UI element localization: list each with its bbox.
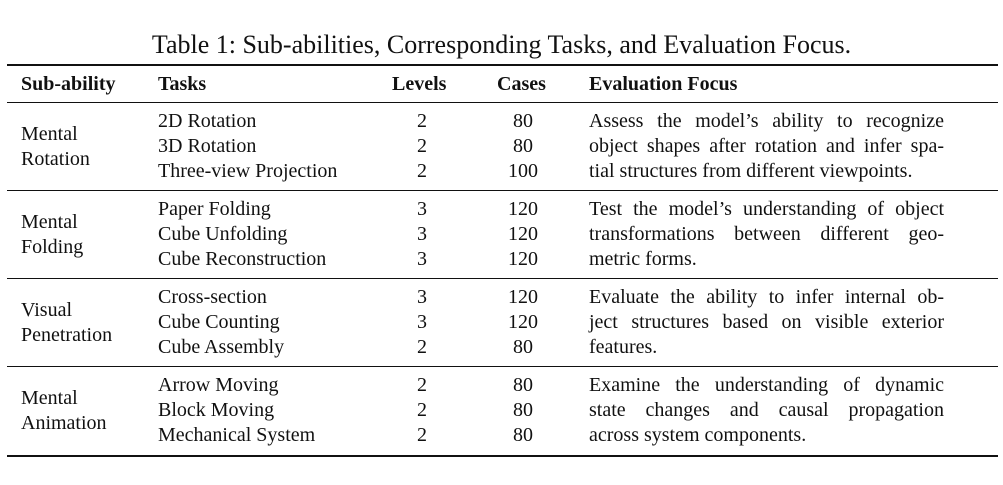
focus-line: Evaluate the ability to infer internal ob- bbox=[589, 286, 944, 308]
task-levels: 2 bbox=[417, 399, 427, 421]
table-caption: Table 1: Sub-abilities, Corresponding Tasks, and Evaluation Focus. bbox=[151, 30, 852, 59]
task-levels: 3 bbox=[417, 198, 427, 220]
task-cases: 120 bbox=[508, 198, 538, 220]
task-name: Mechanical System bbox=[158, 424, 316, 446]
group-rule bbox=[7, 278, 998, 279]
focus-line: Assess the model’s ability to recognize bbox=[589, 110, 944, 132]
evaluation-focus bbox=[589, 285, 944, 360]
focus-line: tial structures from different viewpoints. bbox=[589, 160, 913, 182]
task-levels: 3 bbox=[417, 311, 427, 333]
header-evaluation-focus: Evaluation Focus bbox=[589, 73, 738, 95]
task-name: Arrow Moving bbox=[158, 374, 279, 396]
task-cases: 120 bbox=[508, 286, 538, 308]
task-name: Three-view Projection bbox=[158, 160, 338, 182]
task-cases: 80 bbox=[513, 336, 533, 358]
group-rule bbox=[7, 190, 998, 191]
task-cases: 80 bbox=[513, 399, 533, 421]
task-levels: 2 bbox=[417, 160, 427, 182]
task-name: Paper Folding bbox=[158, 198, 271, 220]
focus-line: object shapes after rotation and infer spa- bbox=[589, 135, 944, 157]
focus-line: features. bbox=[589, 336, 658, 358]
sub-ability-line: Visual bbox=[21, 299, 73, 321]
header-levels: Levels bbox=[392, 73, 447, 95]
task-levels: 2 bbox=[417, 336, 427, 358]
task-levels: 2 bbox=[417, 110, 427, 132]
task-cases: 80 bbox=[513, 424, 533, 446]
task-cases: 120 bbox=[508, 223, 538, 245]
sub-ability-line: Mental bbox=[21, 123, 78, 145]
focus-line: transformations between different geo- bbox=[589, 223, 944, 245]
task-cases: 120 bbox=[508, 311, 538, 333]
focus-line: Examine the understanding of dynamic bbox=[589, 374, 944, 396]
evaluation-focus bbox=[589, 197, 944, 272]
task-cases: 80 bbox=[513, 135, 533, 157]
sub-ability-line: Rotation bbox=[21, 148, 90, 170]
focus-line: Test the model’s understanding of object bbox=[589, 198, 944, 220]
evaluation-focus bbox=[589, 109, 944, 184]
header-tasks: Tasks bbox=[158, 73, 207, 95]
task-name: Cube Reconstruction bbox=[158, 248, 327, 270]
task-levels: 2 bbox=[417, 374, 427, 396]
task-name: 3D Rotation bbox=[158, 135, 257, 157]
task-name: Cross-section bbox=[158, 286, 267, 308]
top-rule bbox=[7, 64, 998, 66]
task-levels: 3 bbox=[417, 223, 427, 245]
focus-line: metric forms. bbox=[589, 248, 697, 270]
task-cases: 80 bbox=[513, 374, 533, 396]
sub-ability-line: Animation bbox=[21, 412, 107, 434]
task-name: Block Moving bbox=[158, 399, 275, 421]
focus-line: ject structures based on visible exterior bbox=[589, 311, 944, 333]
bottom-rule bbox=[7, 455, 998, 457]
header-rule bbox=[7, 102, 998, 103]
task-name: Cube Unfolding bbox=[158, 223, 288, 245]
focus-line: state changes and causal propagation bbox=[589, 399, 944, 421]
evaluation-focus bbox=[589, 373, 944, 448]
task-cases: 120 bbox=[508, 248, 538, 270]
sub-ability-line: Mental bbox=[21, 211, 78, 233]
task-levels: 2 bbox=[417, 135, 427, 157]
task-levels: 3 bbox=[417, 248, 427, 270]
sub-ability-line: Mental bbox=[21, 387, 78, 409]
task-cases: 100 bbox=[508, 160, 538, 182]
task-levels: 2 bbox=[417, 424, 427, 446]
task-cases: 80 bbox=[513, 110, 533, 132]
focus-line: across system components. bbox=[589, 424, 807, 446]
task-name: 2D Rotation bbox=[158, 110, 257, 132]
sub-ability-line: Folding bbox=[21, 236, 84, 258]
task-levels: 3 bbox=[417, 286, 427, 308]
header-sub-ability: Sub-ability bbox=[21, 73, 116, 95]
sub-ability-line: Penetration bbox=[21, 324, 113, 346]
header-cases: Cases bbox=[497, 73, 546, 95]
task-name: Cube Counting bbox=[158, 311, 280, 333]
group-rule bbox=[7, 366, 998, 367]
task-name: Cube Assembly bbox=[158, 336, 285, 358]
